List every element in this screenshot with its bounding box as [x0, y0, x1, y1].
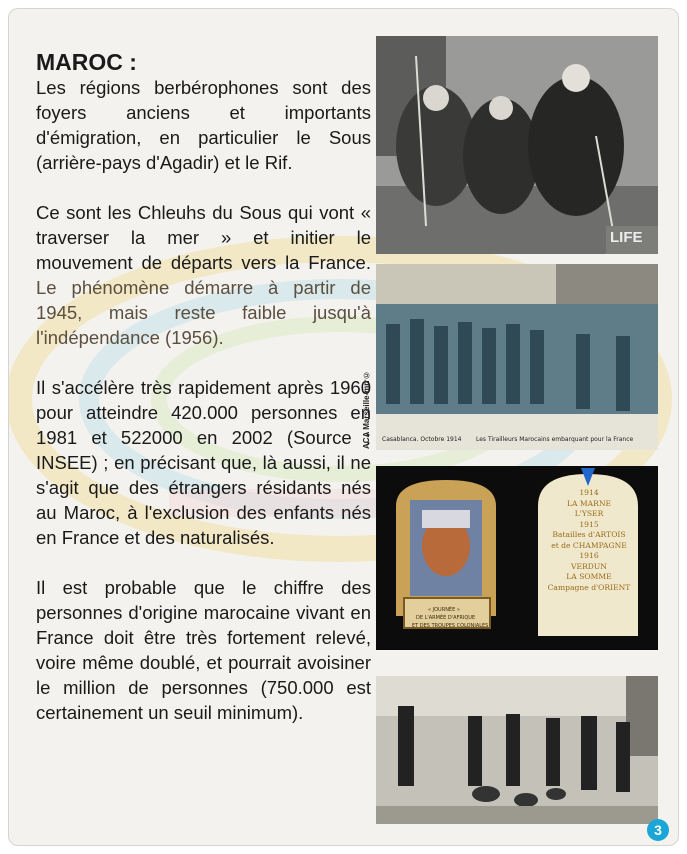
- badge-right-line: LA SOMME: [566, 572, 612, 581]
- badge-left-label-3: ET DES TROUPES COLONIALES: [412, 623, 489, 629]
- paragraph-1: Les régions berbérophones sont des foyers anciens et importants d'émigration, en particulier le Sous (arrière-pays d'Agadir) et le Rif.: [36, 77, 371, 173]
- page: [8, 8, 679, 846]
- badge-right-line: 1914: [579, 488, 599, 497]
- paragraph-4: Il est probable que le chiffre des personnes d'origine marocaine vivant en France doit être très fortement relevé, voire même doublé, et pourrait avoisiner le million de personnes (750.000 est certainement un seuil minimum).: [36, 577, 371, 723]
- text-column: [36, 49, 371, 750]
- photo-credit: ACA Marseille-mrr©: [362, 370, 371, 449]
- badge-left-label-2: DE L'ARMÉE D'AFRIQUE: [416, 615, 476, 621]
- badge-right-line: VERDUN: [571, 561, 607, 571]
- paragraph-3: Il s'accélère très rapidement après 1960 pour atteindre 420.000 personnes en 1981 et 522000 en 2002 (Source : INSEE) ; en précisant que, là aussi, il ne s'agit que des étrangers résidants nés au Maroc, à l'exclusion des enfants nés en France et des naturalisés.: [36, 377, 371, 548]
- badge-right-line: LA MARNE: [566, 498, 612, 508]
- photo-soldiers-camp: [376, 676, 658, 824]
- badge-left-label-1: « JOURNÉE »: [428, 607, 460, 613]
- photo-moroccan-men: [376, 36, 658, 254]
- photo2-caption-right: Les Tirailleurs Marocains embarquant pour la France: [476, 436, 634, 443]
- badge-right-line: 1916: [579, 551, 599, 560]
- photo2-caption-left: Casablanca. Octobre 1914: [382, 436, 462, 443]
- badge-right-line: 1915: [579, 519, 599, 529]
- photo-badges: [376, 466, 658, 650]
- page-title: MAROC :: [36, 49, 137, 75]
- badge-right-text: [546, 488, 632, 593]
- photo-tirailleurs-embarking: [376, 264, 658, 450]
- page-number-badge: 3: [647, 819, 669, 841]
- paragraph-2: [36, 200, 371, 350]
- badge-right-line: L'YSER: [574, 509, 604, 518]
- badge-right-line: Campagne d'ORIENT: [547, 582, 631, 592]
- badge-right-line: et de CHAMPAGNE: [551, 540, 627, 550]
- badge-right-line: Batailles d'ARTOIS: [552, 530, 626, 539]
- paragraph-2-part-a: Ce sont les Chleuhs du Sous qui vont « traverser la mer » et initier le mouvement de départs vers la France.: [36, 202, 371, 273]
- photo-watermark-life: LIFE: [610, 229, 643, 246]
- paragraph-2-part-b: Le phénomène démarre à partir de 1945, mais reste faible jusqu'à l'indépendance (1956).: [36, 277, 371, 348]
